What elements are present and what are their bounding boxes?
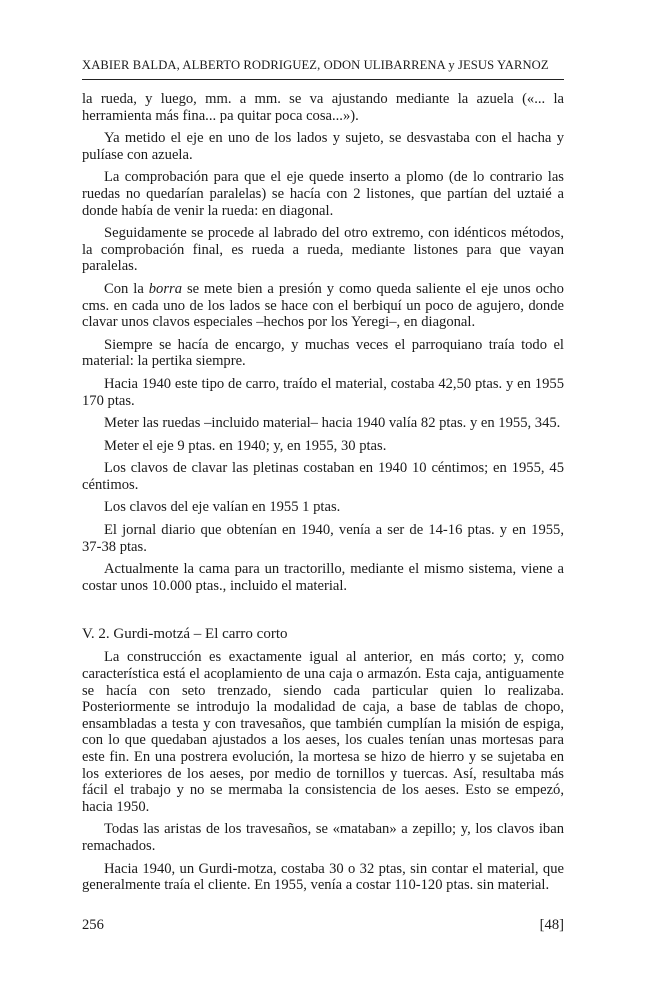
paragraph: Meter el eje 9 ptas. en 1940; y, en 1955, 30 ptas. (104, 437, 387, 454)
paragraph-text: Con la (104, 280, 149, 297)
paragraph: La comprobación para que el eje quede inserto a plomo (de lo contrario las ruedas no quedarían paralelas) se hacía con 2 listones, que partían del uztaié a donde había de venir la rueda: en diagonal. (82, 169, 564, 219)
paragraph: Los clavos del eje valían en 1955 1 ptas. (104, 499, 341, 516)
italic-term: borra (148, 280, 182, 297)
paragraph: Hacia 1940, un Gurdi-motza, costaba 30 o 32 ptas, sin contar el material, que generalmente traía el cliente. En 1955, venía a costar 110-120 ptas. sin material. (82, 860, 564, 894)
paragraph: Todas las aristas de los travesaños, se «mataban» a zepillo; y, los clavos iban remachados. (82, 821, 564, 854)
paragraph (82, 281, 564, 331)
paragraph: Seguidamente se procede al labrado del otro extremo, con idénticos métodos, la comprobación final, es rueda a rueda, mediante listones para que vayan paralelas. (82, 225, 564, 275)
paragraph: La construcción es exactamente igual al anterior, en más corto; y, como característica está el acoplamiento de una caja o armazón. Esta caja, antiguamente se hacía con seto trenzado, siendo cada particular quien lo realizaba. Posteriormente se introdujo la modalidad de caja, a base de tablas de chopo, ensambladas a testa y con travesaños, que también cumplían la misión de espiga, con lo que quedaban ajustados a los aeses, los cuales tenían unas mortesas para este fin. En una postrera evolución, la mortesa se hizo de hierro y se sujetaba en los exteriores de los aeses, por medio de tornillos y tuercas. Así, resultaba más fácil el trabajo y no se mermaba la consistencia de los aeses. Esto se empezó, hacia 1950. (82, 649, 564, 815)
paragraph: Meter las ruedas –incluido material– hacia 1940 valía 82 ptas. y en 1955, 345. (104, 415, 561, 432)
paragraph: El jornal diario que obtenían en 1940, venía a ser de 14-16 ptas. y en 1955, 37-38 ptas. (82, 522, 564, 555)
body-text (82, 91, 564, 894)
paragraph: la rueda, y luego, mm. a mm. se va ajustando mediante la azuela («... la herramienta más fina... pa quitar poca cosa...»). (82, 91, 564, 124)
paragraph: Hacia 1940 este tipo de carro, traído el material, costaba 42,50 ptas. y en 1955 170 ptas. (82, 375, 564, 409)
document-page (82, 58, 564, 900)
paragraph: Ya metido el eje en uno de los lados y sujeto, se desvastaba con el hacha y pulíase con azuela. (82, 130, 564, 163)
paragraph: Los clavos de clavar las pletinas costaban en 1940 10 céntimos; en 1955, 45 céntimos. (82, 460, 564, 493)
running-head: XABIER BALDA, ALBERTO RODRIGUEZ, ODON ULIBARRENA y JESUS YARNOZ (82, 58, 564, 80)
section-heading: V. 2. Gurdi-motzá – El carro corto (82, 626, 288, 643)
paragraph: Siempre se hacía de encargo, y muchas veces el parroquiano traía todo el material: la pertika siempre. (82, 336, 564, 370)
bracket-page-number: [48] (539, 917, 564, 933)
page-number: 256 (82, 917, 104, 933)
paragraph-text: se mete bien a presión y como queda saliente el eje unos ocho cms. en cada uno de los lados se hace con el berbiquí un poco de agujero, donde clavar unos clavos especiales –hechos por los Yeregi–, en diagonal. (82, 280, 564, 331)
page-footer (82, 917, 564, 934)
paragraph: Actualmente la cama para un tractorillo, mediante el mismo sistema, viene a costar unos 10.000 ptas., incluido el material. (82, 561, 564, 594)
